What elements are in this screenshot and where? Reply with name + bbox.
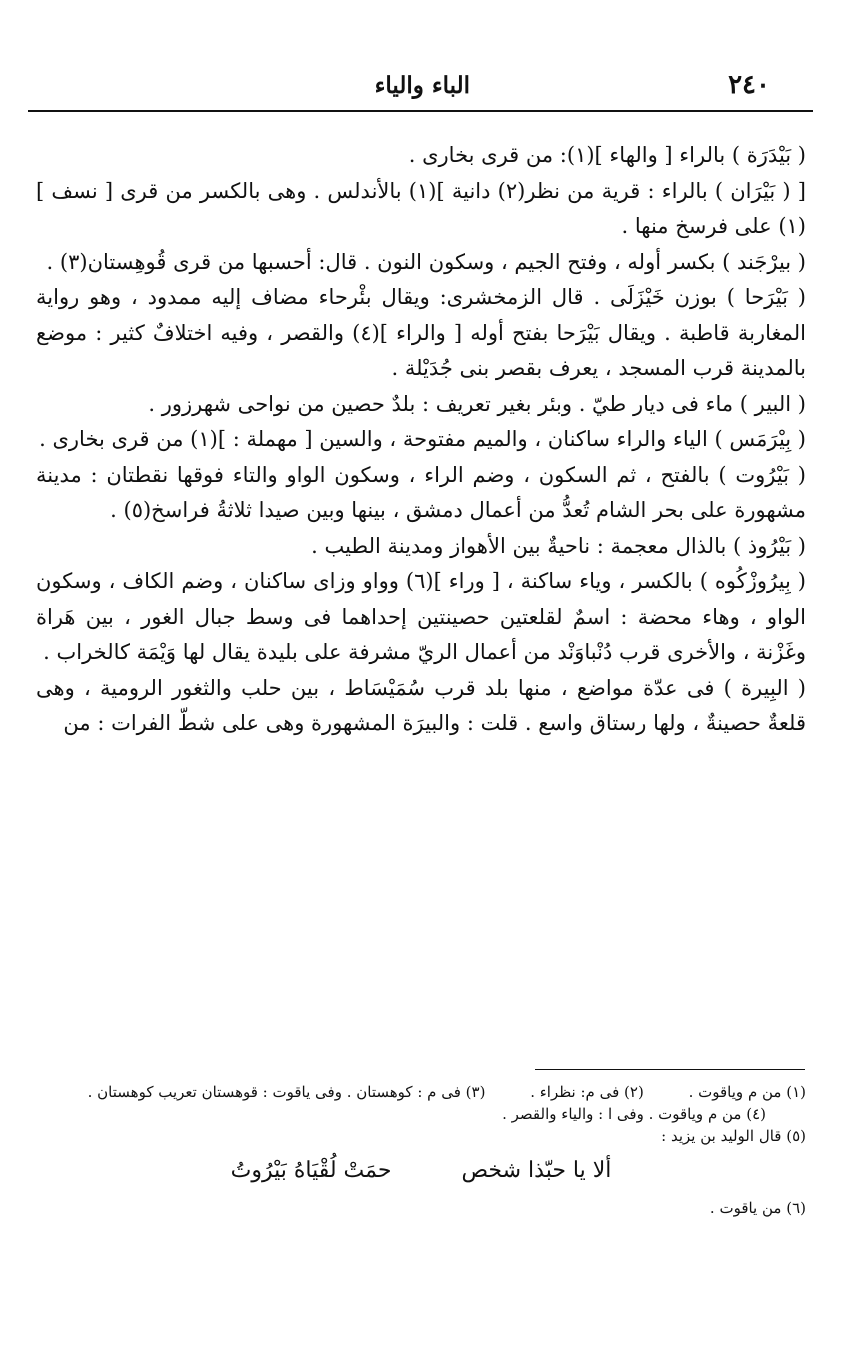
- verse-second-hemistich: حمَتْ لُقْيَاهُ بَيْرُوتُ: [230, 1158, 392, 1183]
- footnote-3: (٣) فى م : كوهستان . وفى ياقوت : قوهستان تعريب كوهستان .: [87, 1083, 486, 1101]
- running-title: الباء والياء: [374, 72, 470, 99]
- entry-biruzkuh: ( بِيرُوزْكُوه ) بالكسر ، وياء ساكنة ، [ وراء ](٦) وواو وزاى ساكنان ، وضم الكاف ، وسكون الواو ، وهاء محضة : اسمٌ لقلعتين حصينتين إحداهما فى وسط جبال الغور ، بين هَراة وغَزْنة ، والأخرى قرب دُنْباوَنْد من أعمال الريّ مشرفة على بليدة يقال لها وَيْمَة كالخراب .: [36, 569, 806, 664]
- footnote-2: (٢) فى م: نظراء .: [530, 1083, 644, 1101]
- footnote-4: (٤) من م وياقوت . وفى ا : والياء والقصر .: [502, 1105, 766, 1123]
- page-number: ٢٤٠: [728, 70, 770, 100]
- entry-bayruz: ( بَيْرُوذ ) بالذال معجمة : ناحيةٌ بين الأهواز ومدينة الطيب .: [311, 533, 806, 558]
- entry-bayrut: ( بَيْرُوت ) بالفتح ، ثم السكون ، وضم الراء ، وسكون الواو والتاء فوقها نقطتان : مدينة مشهورة على بحر الشام تُعدُّ من أعمال دمشق ، بينها وبين صيدا ثلاثةُ فراسخ(٥) .: [36, 462, 806, 522]
- main-text: [36, 138, 806, 742]
- entry-birjand: ( بيرْجَند ) بكسر أوله ، وفتح الجيم ، وسكون النون . قال: أحسبها من قرى قُوهِستان(٣) .: [46, 249, 806, 274]
- footnote-divider: [535, 1069, 805, 1070]
- footnotes: [36, 1081, 806, 1219]
- entry-biramas: ( بِيْرَمَس ) الياء والراء ساكنان ، والميم مفتوحة ، والسين [ مهملة : ](١) من قرى بخارى .: [39, 427, 806, 451]
- verse-first-hemistich: ألا يا حبّذا شخص: [461, 1158, 612, 1183]
- entry-bayran: [ ( بَيْرَان ) بالراء : قرية من نظر(٢) دانية ](١) بالأندلس . وهى بالكسر من قرى [ نسف ](١) على فرسخ منها .: [36, 178, 806, 238]
- poetry-verse: [36, 1151, 806, 1191]
- entry-albira: ( البِيرة ) فى عدّة مواضع ، منها بلد قرب سُمَيْسَاط ، بين حلب والثغور الرومية ، وهى قلعةٌ حصينةٌ ، ولها رستاق واسع . قلت : والبيرَة المشهورة وهى على شطّ الفرات : من: [36, 675, 806, 735]
- header-divider: [28, 110, 813, 112]
- footnote-6: (٦) من ياقوت .: [709, 1199, 806, 1217]
- footnote-line: [36, 1081, 806, 1125]
- page-header: [30, 66, 810, 106]
- entry-baydara: ( بَيْدَرَة ) بالراء [ والهاء ](١): من قرى بخارى .: [408, 143, 806, 167]
- footnote-1: (١) من م وياقوت .: [688, 1083, 806, 1101]
- entry-albir: ( البير ) ماء فى ديار طيّ . وبئر بغير تعريف : بلدٌ حصين من نواحى شهرزور .: [148, 391, 806, 416]
- footnote-5: (٥) قال الوليد بن يزيد :: [661, 1127, 806, 1145]
- entry-bayraha: ( بَيْرَحا ) بوزن خَيْزَلَى . قال الزمخشرى: ويقال بئْرحاء مضاف إليه ممدود ، وهو رواية المغاربة قاطبة . ويقال بَيْرَحا بفتح أوله [ والراء ](٤) والقصر ، وفيه اختلافٌ كثير : موضع بالمدينة قرب المسجد ، يعرف بقصر بنى جُدَيْلة .: [36, 285, 806, 380]
